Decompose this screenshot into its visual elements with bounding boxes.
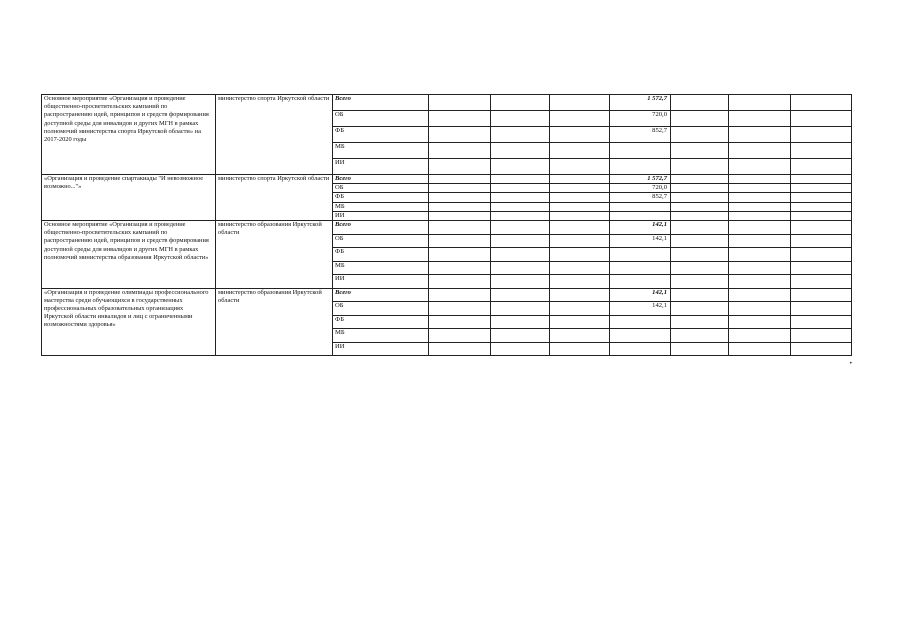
empty-cell [491,329,550,343]
source-cell: ИИ [333,159,429,175]
empty-cell [791,111,852,127]
empty-cell [729,127,791,143]
amount-cell: 142,1 [610,288,671,302]
empty-cell [791,261,852,275]
empty-cell [729,221,791,235]
empty-cell [791,288,852,302]
executor-cell: министерство образования Иркутской области [216,288,333,356]
empty-cell [729,288,791,302]
executor-cell: министерство образования Иркутской области [216,221,333,289]
page-mark: • [849,360,853,367]
empty-cell [671,211,729,220]
source-cell: ФБ [333,193,429,202]
empty-cell [671,261,729,275]
table-row [42,288,852,302]
empty-cell [791,175,852,184]
empty-cell [791,315,852,329]
empty-cell [550,221,610,235]
empty-cell [729,329,791,343]
empty-cell [729,302,791,316]
empty-cell [671,184,729,193]
empty-cell [550,202,610,211]
empty-cell [429,288,491,302]
empty-cell [429,159,491,175]
empty-cell [671,234,729,248]
source-cell: МБ [333,202,429,211]
empty-cell [550,193,610,202]
empty-cell [729,342,791,356]
empty-cell [671,159,729,175]
empty-cell [729,95,791,111]
empty-cell [429,111,491,127]
empty-cell [729,261,791,275]
empty-cell [671,302,729,316]
empty-cell [429,175,491,184]
amount-cell [610,315,671,329]
empty-cell [671,111,729,127]
empty-cell [491,248,550,262]
empty-cell [491,288,550,302]
empty-cell [429,342,491,356]
empty-cell [550,315,610,329]
source-cell: ФБ [333,127,429,143]
empty-cell [429,127,491,143]
empty-cell [671,127,729,143]
empty-cell [429,143,491,159]
event-cell: Основное мероприятие «Организация и проведение общественно-просветительских кампаний по распространению идей, принципов и средств формирования доступной среды для инвалидов и других МГН в рамках полномочий министерства спорта Иркутской области» на 2017-2020 годы [42,95,216,175]
empty-cell [550,275,610,289]
empty-cell [550,111,610,127]
amount-cell [610,261,671,275]
empty-cell [491,184,550,193]
empty-cell [550,261,610,275]
empty-cell [671,193,729,202]
empty-cell [429,261,491,275]
source-cell: МБ [333,261,429,275]
empty-cell [429,315,491,329]
empty-cell [729,202,791,211]
source-cell: МБ [333,143,429,159]
amount-cell [610,275,671,289]
amount-cell: 852,7 [610,127,671,143]
amount-cell [610,248,671,262]
empty-cell [429,275,491,289]
empty-cell [729,275,791,289]
empty-cell [550,127,610,143]
empty-cell [491,302,550,316]
empty-cell [671,143,729,159]
empty-cell [429,234,491,248]
empty-cell [671,221,729,235]
amount-cell [610,342,671,356]
empty-cell [550,95,610,111]
source-cell: ОБ [333,234,429,248]
empty-cell [791,159,852,175]
event-cell: Основное мероприятие «Организация и проведение общественно-просветительских кампаний по распространению идей, принципов и средств формирования доступной среды для инвалидов и других МГН в рамках полномочий министерства образования Иркутской области» [42,221,216,289]
empty-cell [791,221,852,235]
empty-cell [491,234,550,248]
empty-cell [791,127,852,143]
event-cell: «Организация и проведение спартакиады "И невозможное возможно..."» [42,175,216,221]
empty-cell [429,202,491,211]
empty-cell [550,159,610,175]
empty-cell [429,193,491,202]
empty-cell [791,302,852,316]
source-cell: Всего [333,221,429,235]
empty-cell [729,234,791,248]
empty-cell [429,184,491,193]
empty-cell [791,95,852,111]
empty-cell [729,248,791,262]
empty-cell [491,111,550,127]
empty-cell [491,127,550,143]
empty-cell [671,315,729,329]
empty-cell [671,275,729,289]
empty-cell [671,175,729,184]
empty-cell [729,184,791,193]
empty-cell [550,211,610,220]
amount-cell: 720,0 [610,111,671,127]
empty-cell [491,193,550,202]
empty-cell [729,111,791,127]
empty-cell [429,211,491,220]
amount-cell: 142,1 [610,302,671,316]
amount-cell: 142,1 [610,234,671,248]
source-cell: ИИ [333,275,429,289]
table-row [42,175,852,184]
empty-cell [729,175,791,184]
amount-cell: 1 572,7 [610,95,671,111]
table-row [42,95,852,111]
amount-cell: 852,7 [610,193,671,202]
amount-cell: 720,0 [610,184,671,193]
amount-cell [610,159,671,175]
empty-cell [491,202,550,211]
executor-cell: министерство спорта Иркутской области [216,175,333,221]
empty-cell [550,234,610,248]
empty-cell [791,143,852,159]
source-cell: Всего [333,288,429,302]
source-cell: ИИ [333,342,429,356]
amount-cell: 142,1 [610,221,671,235]
source-cell: ОБ [333,111,429,127]
empty-cell [491,175,550,184]
empty-cell [550,143,610,159]
empty-cell [429,302,491,316]
empty-cell [791,202,852,211]
empty-cell [671,329,729,343]
empty-cell [791,342,852,356]
source-cell: ФБ [333,248,429,262]
empty-cell [550,184,610,193]
amount-cell [610,329,671,343]
source-cell: Всего [333,175,429,184]
source-cell: ОБ [333,184,429,193]
empty-cell [791,184,852,193]
amount-cell [610,202,671,211]
event-cell: «Организация и проведение олимпиады профессионального мастерства среди обучающихся в государственных профессиональных образовательных организациях Иркутской области инвалидов и лиц с ограниченными возможностями здоровья» [42,288,216,356]
source-cell: МБ [333,329,429,343]
empty-cell [491,221,550,235]
empty-cell [729,193,791,202]
empty-cell [671,95,729,111]
budget-table [41,94,852,356]
empty-cell [791,329,852,343]
empty-cell [491,143,550,159]
empty-cell [729,211,791,220]
empty-cell [671,342,729,356]
amount-cell [610,211,671,220]
amount-cell: 1 572,7 [610,175,671,184]
empty-cell [491,95,550,111]
empty-cell [729,159,791,175]
empty-cell [550,175,610,184]
empty-cell [550,342,610,356]
source-cell: ОБ [333,302,429,316]
empty-cell [671,202,729,211]
empty-cell [550,329,610,343]
empty-cell [491,159,550,175]
empty-cell [429,248,491,262]
empty-cell [791,234,852,248]
empty-cell [429,329,491,343]
source-cell: Всего [333,95,429,111]
empty-cell [791,248,852,262]
empty-cell [491,211,550,220]
empty-cell [491,275,550,289]
empty-cell [491,261,550,275]
executor-cell: министерство спорта Иркутской области [216,95,333,175]
empty-cell [550,288,610,302]
source-cell: ИИ [333,211,429,220]
empty-cell [491,315,550,329]
empty-cell [729,315,791,329]
empty-cell [671,248,729,262]
empty-cell [791,275,852,289]
empty-cell [429,221,491,235]
amount-cell [610,143,671,159]
empty-cell [791,211,852,220]
empty-cell [550,302,610,316]
empty-cell [429,95,491,111]
empty-cell [729,143,791,159]
empty-cell [791,193,852,202]
table-row [42,221,852,235]
empty-cell [491,342,550,356]
empty-cell [671,288,729,302]
empty-cell [550,248,610,262]
source-cell: ФБ [333,315,429,329]
